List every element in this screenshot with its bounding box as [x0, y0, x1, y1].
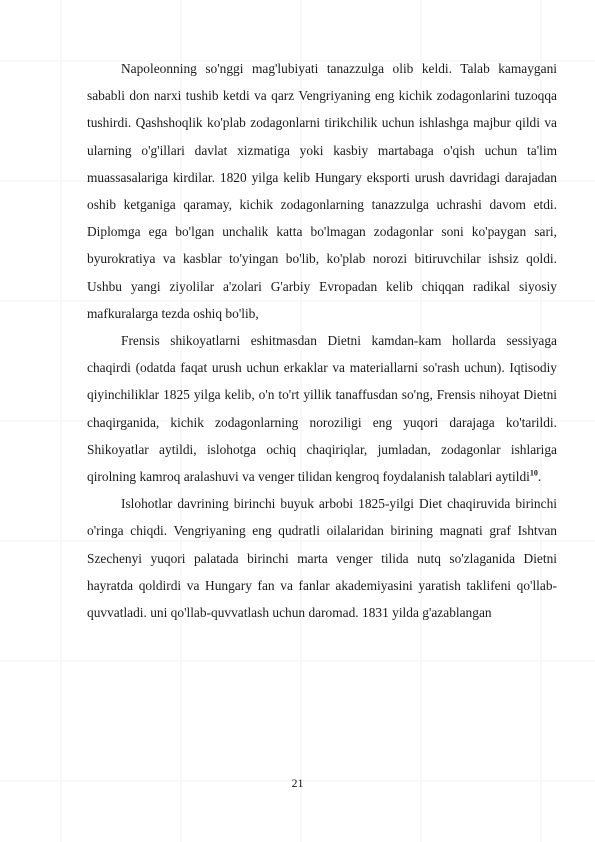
footnote-reference[interactable]: 10: [529, 468, 538, 478]
paragraph-2-tail: .: [537, 469, 542, 485]
paragraph-1-text: Napoleonning so'nggi mag'lubiyati tanazzulga olib keldi. Talab kamaygani sababli don narxi tushib ketdi va qarz Vengriyaning eng kichik zodagonlarini tuzoqqa tushirdi. Qashshoqlik ko'plab zodagonlarni tirikchilik uchun ishlashga majbur qildi va ularning o'g'illari davlat xizmatiga yoki kasbiy martabaga o'qish uchun ta'lim muassasalariga kirdilar. 1820 yilga kelib Hungary eksporti urush davridagi darajadan oshib ketganiga qaramay, kichik zodagonlarning tanazzulga uchrashi davom etdi. Diplomga ega bo'lgan unchalik katta bo'lmagan zodagonlar soni ko'paygan sari, byurokratiya va kasblar to'yingan bo'lib, ko'plab norozi bitiruvchilar ishsiz qoldi. Ushbu yangi ziyolilar a'zolari G'arbiy Evropadan kelib chiqqan radikal siyosiy mafkuralarga tezda oshiq bo'lib,: [87, 61, 557, 321]
paragraph-2: [87, 327, 557, 490]
paragraph-3-text: Islohotlar davrining birinchi buyuk arbobi 1825-yilgi Diet chaqiruvida birinchi o'ringa chiqdi. Vengriyaning eng qudratli oilalaridan birining magnati graf Ishtvan Szechenyi yuqori palatada birinchi marta venger tilida nutq so'zlaganida Dietni hayratda qoldirdi va Hungary fan va fanlar akademiyasini yaratish taklifeni qo'llab-quvvatladi. uni qo'llab-quvvatlash uchun daromad. 1831 yilda g'azablangan: [87, 496, 557, 621]
page-number: 21: [291, 776, 304, 790]
paragraph-1: [87, 55, 557, 327]
paragraph-3: [87, 490, 557, 626]
body-text: [87, 55, 557, 626]
paragraph-2-text: Frensis shikoyatlarni eshitmasdan Dietni kamdan-kam hollarda sessiyaga chaqirdi (odatda faqat urush uchun erkaklar va materiallarni so'rash uchun). Iqtisodiy qiyinchiliklar 1825 yilga kelib, o'n to'rt yillik tanaffusdan so'ng, Frensis nihoyat Dietni chaqirganida, kichik zodagonlarning noroziligi eng yuqori darajaga ko'tarildi. Shikoyatlar aytildi, islohotga ochiq chaqiriqlar, jumladan, zodagonlar ishlariga qirolning kamroq aralashuvi va venger tilidan kengroq foydalanish talablari aytildi: [87, 333, 557, 485]
